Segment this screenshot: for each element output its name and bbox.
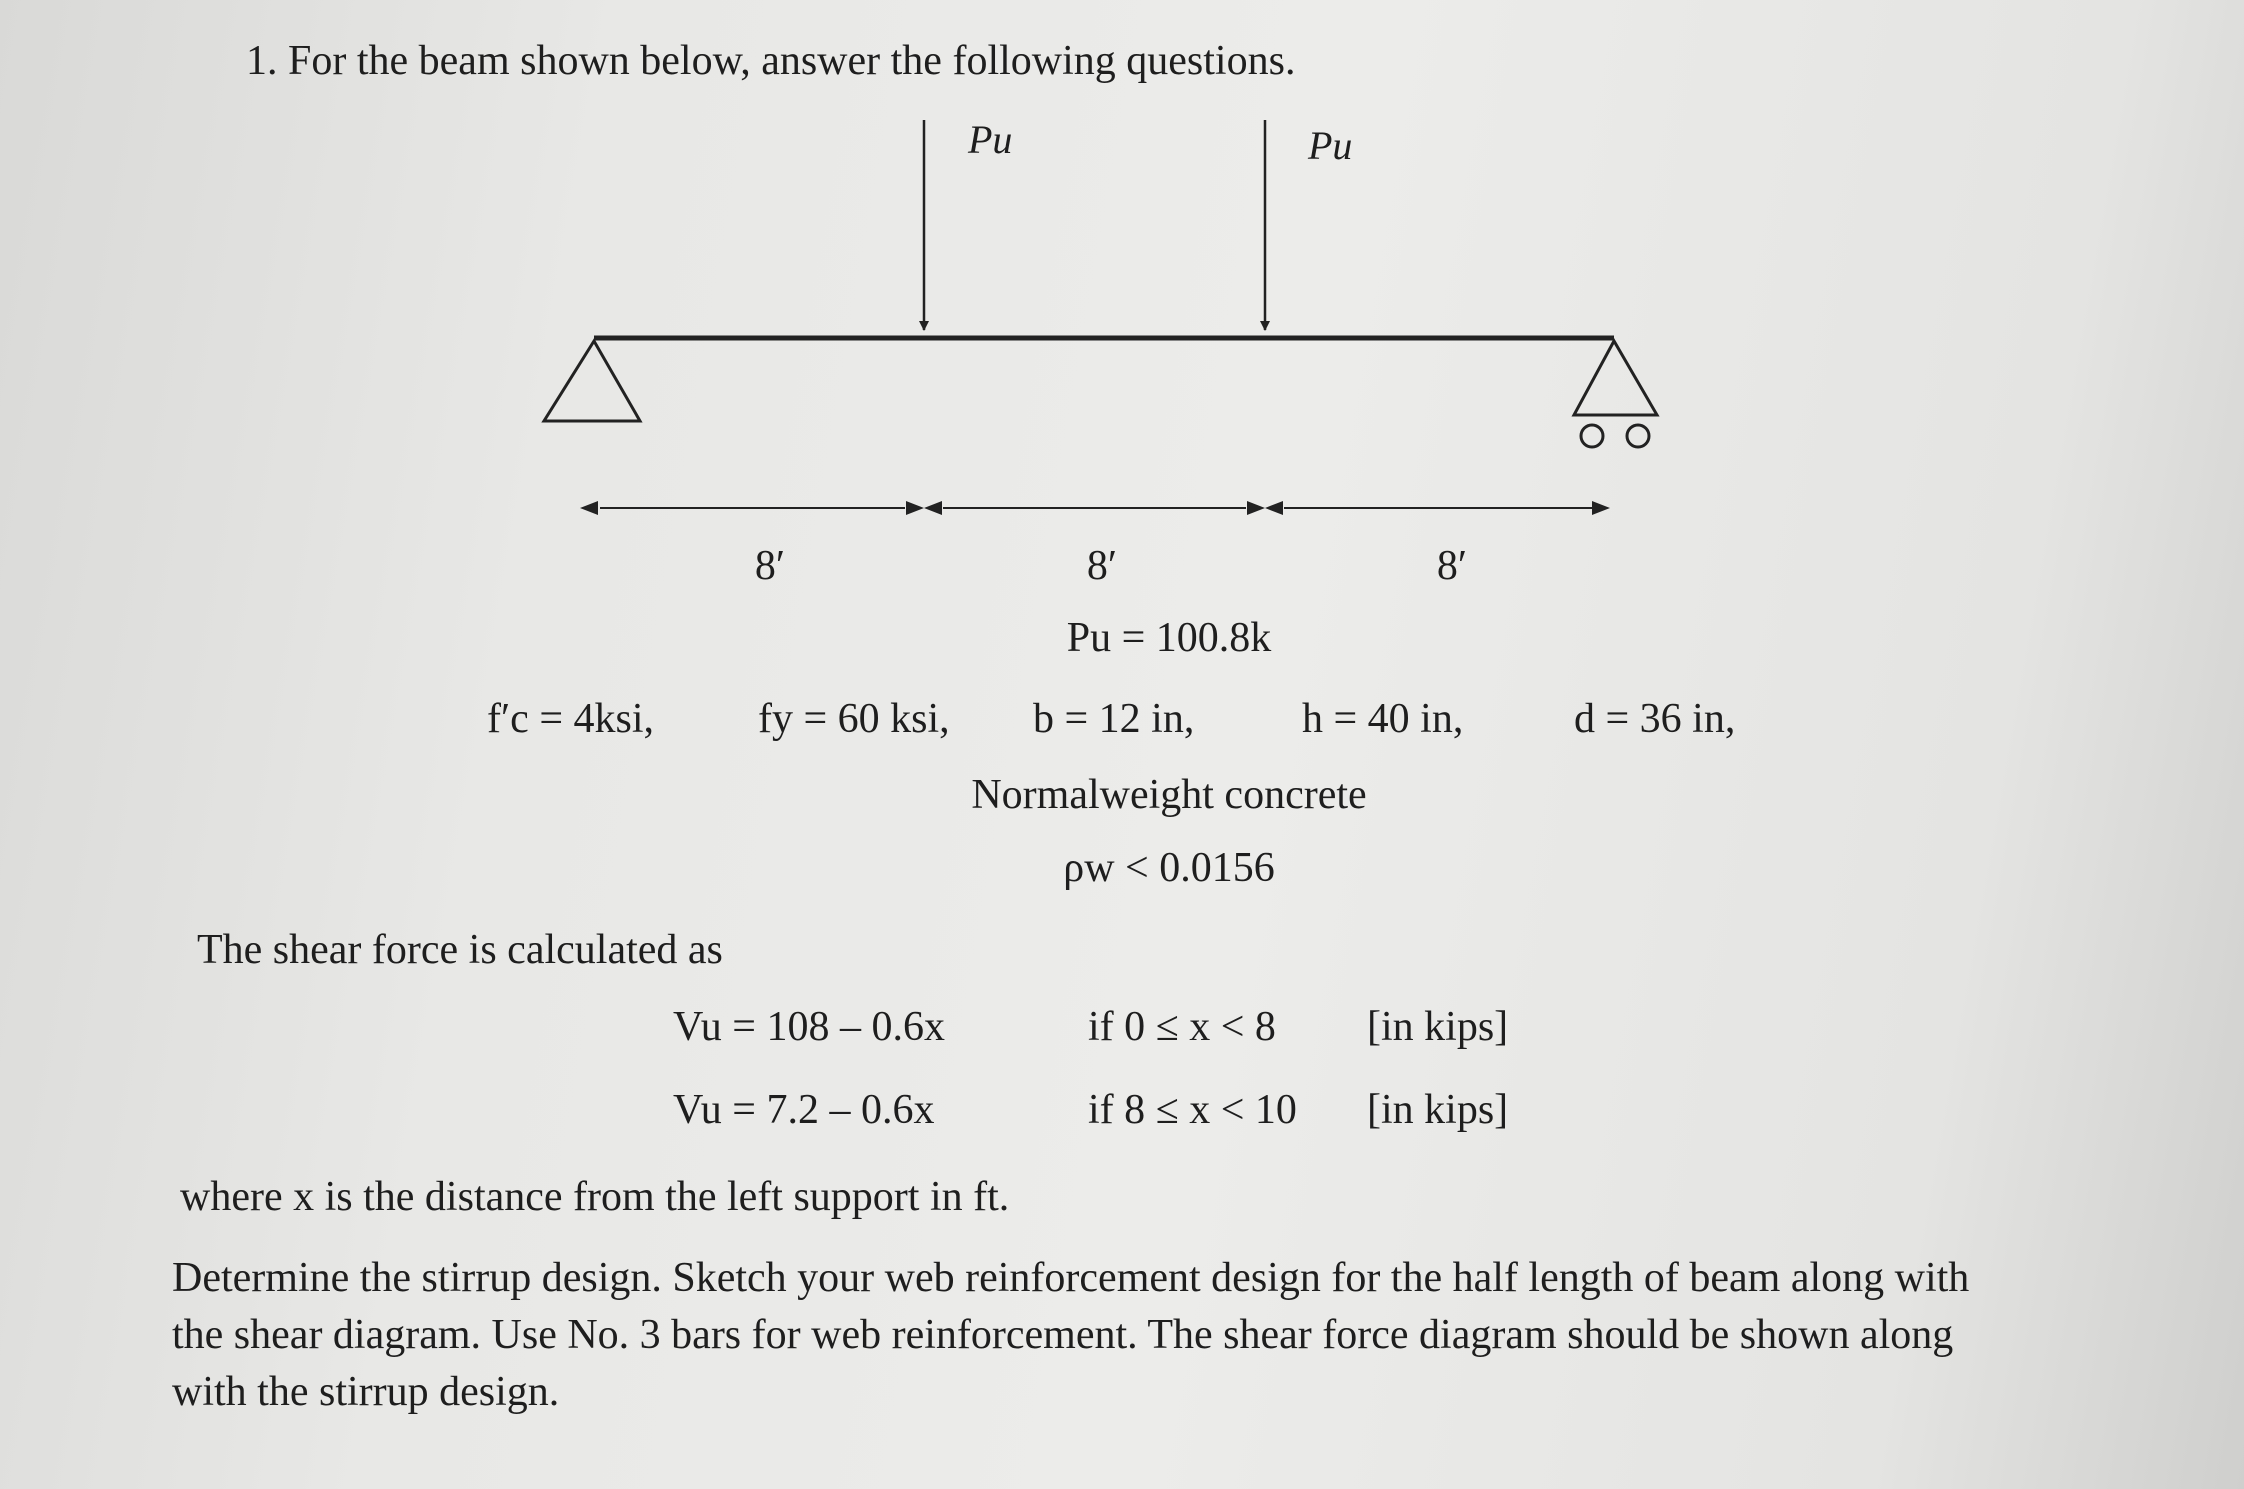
fc-value: f′c = 4ksi, xyxy=(487,696,655,742)
fy-value: fy = 60 ksi, xyxy=(758,696,950,742)
shear-eq-2: Vu = 7.2 – 0.6x xyxy=(673,1087,935,1133)
shear-cond-2: if 8 ≤ x < 10 xyxy=(1088,1087,1297,1133)
load-label-right: Pu xyxy=(1308,123,1353,168)
d-value: d = 36 in, xyxy=(1574,696,1736,742)
pin-support xyxy=(544,341,640,421)
task-paragraph: Determine the stirrup design. Sketch your web reinforcement design for the half length of beam along with the shear diagram. Use No. 3 bars for web reinforcement. The shear force diagram should be shown along with the stirrup design. xyxy=(172,1255,1970,1415)
question-prompt: For the beam shown below, answer the following questions. xyxy=(288,38,1296,84)
h-value: h = 40 in, xyxy=(1302,696,1464,742)
span-label: 8′ xyxy=(1436,543,1468,589)
shear-unit-2: [in kips] xyxy=(1367,1087,1509,1133)
load-value: Pu = 100.8k xyxy=(1066,615,1272,661)
shear-unit-1: [in kips] xyxy=(1367,1004,1509,1050)
b-value: b = 12 in, xyxy=(1033,696,1195,742)
roller-support xyxy=(1574,341,1657,415)
rho-limit: ρw < 0.0156 xyxy=(1063,845,1275,891)
roller-wheel xyxy=(1581,425,1603,447)
concrete-type: Normalweight concrete xyxy=(971,772,1367,818)
load-label-left: Pu xyxy=(968,117,1013,162)
span-label: 8′ xyxy=(1086,543,1118,589)
shear-eq-1: Vu = 108 – 0.6x xyxy=(673,1004,945,1050)
question-number: 1. xyxy=(246,38,278,84)
roller-wheel xyxy=(1627,425,1649,447)
where-note: where x is the distance from the left support in ft. xyxy=(180,1174,1010,1220)
shear-intro: The shear force is calculated as xyxy=(197,927,723,973)
span-label: 8′ xyxy=(754,543,786,589)
shear-cond-1: if 0 ≤ x < 8 xyxy=(1088,1004,1276,1050)
